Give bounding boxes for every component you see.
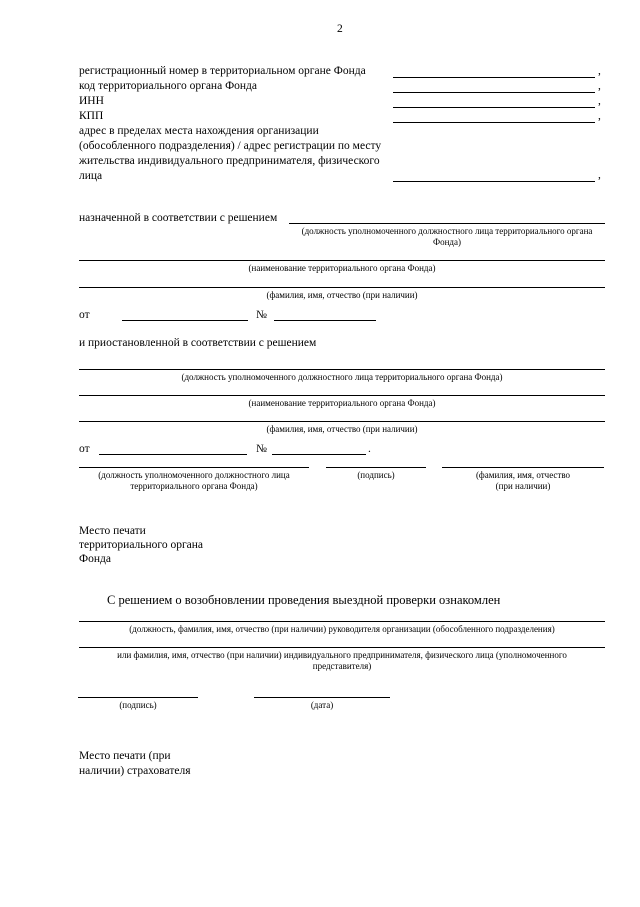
comma: , [598,169,601,181]
acknowledgement-heading: С решением о возобновлении проведения выездной проверки ознакомлен [107,593,501,607]
appointed-date-line [122,320,248,321]
suspended-period: . [368,443,371,455]
suspended-official-caption: (должность уполномоченного должностного лица территориального органа Фонда) [181,372,503,382]
comma: , [598,65,601,77]
suspended-number-label: № [256,443,267,455]
ack-date-caption: (дата) [310,700,334,710]
suspended-body-caption: (наименование территориального органа Фонда) [248,398,436,408]
suspended-body-line [79,395,605,396]
inn-label: ИНН [79,95,104,107]
appointed-label: назначенной в соответствии с решением [79,212,278,224]
suspended-from-label: от [79,443,90,455]
comma: , [598,80,601,92]
suspended-fio-caption: (фамилия, имя, отчество (при наличии) [266,424,418,434]
suspended-fio-line [79,421,605,422]
appointed-official-caption-2: Фонда) [433,237,461,247]
ie-caption-2: представителя) [312,661,372,671]
insurer-stamp-line-1: Место печати (при [79,750,171,762]
address-label-4: лица [79,170,103,182]
appointed-number-label: № [256,309,267,321]
kpp-label: КПП [79,110,104,122]
appointed-official-caption-1: (должность уполномоченного должностного лица территориального органа [301,226,593,236]
official-fio-caption-2: (при наличии) [495,481,551,491]
comma: , [598,95,601,107]
reg-number-label: регистрационный номер в территориальном органе Фонда [79,65,366,77]
appointed-official-line [289,223,605,224]
suspended-date-line [99,454,247,455]
fund-code-label: код территориального органа Фонда [79,80,258,92]
fund-stamp-line-3: Фонда [79,553,111,565]
comma: , [598,110,601,122]
ack-date-line [254,697,390,698]
suspended-number-line [272,454,366,455]
appointed-fio-line [79,287,605,288]
head-line [79,621,605,622]
address-label-2: (обособленного подразделения) / адрес регистрации по месту [79,140,382,152]
official-signature-line [326,467,426,468]
official-signature-caption: (подпись) [357,470,395,480]
official-position-caption-2: территориального органа Фонда) [130,481,258,491]
appointed-body-caption: (наименование территориального органа Фонда) [248,263,436,273]
insurer-stamp-line-2: наличии) страхователя [79,765,191,777]
fund-stamp-line-2: территориального органа [79,539,204,551]
address-label-1: адрес в пределах места нахождения организации [79,125,319,137]
suspended-official-line [79,369,605,370]
reg-number-line [393,77,595,78]
appointed-body-line [79,260,605,261]
appointed-fio-caption: (фамилия, имя, отчество (при наличии) [266,290,418,300]
official-fio-line [442,467,604,468]
kpp-line [393,122,595,123]
ie-line [79,647,605,648]
ack-signature-caption: (подпись) [119,700,157,710]
official-fio-caption-1: (фамилия, имя, отчество [475,470,571,480]
official-position-caption-1: (должность уполномоченного должностного лица [98,470,290,480]
ie-caption-1: или фамилия, имя, отчество (при наличии) индивидуального предпринимателя, физического лица (уполномоченного [117,650,567,660]
inn-line [393,107,595,108]
suspended-label: и приостановленной в соответствии с решением [79,337,317,349]
address-label-3: жительства индивидуального предпринимателя, физического [79,155,380,167]
official-position-line [79,467,309,468]
appointed-from-label: от [79,309,90,321]
fund-stamp-line-1: Место печати [79,525,146,537]
appointed-number-line [274,320,376,321]
fund-code-line [393,92,595,93]
address-line [393,181,595,182]
page-number: 2 [337,23,343,35]
head-caption: (должность, фамилия, имя, отчество (при наличии) руководителя организации (обособленного подразделения) [129,624,555,634]
ack-signature-line [78,697,198,698]
